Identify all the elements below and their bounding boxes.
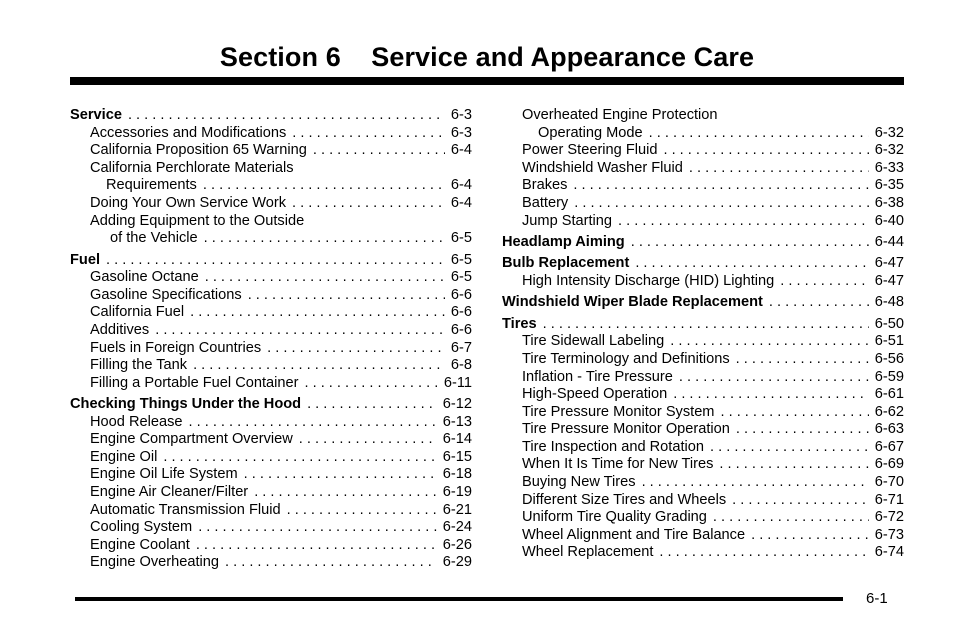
toc-entry-title: California Proposition 65 Warning (90, 142, 307, 159)
title-rule (70, 77, 904, 85)
toc-entry (502, 142, 904, 160)
toc-entry-page: 6-69 (874, 456, 904, 473)
dot-leader (543, 316, 869, 334)
toc-entry-page: 6-3 (450, 124, 472, 141)
toc-entry-title: Buying New Tires (522, 474, 636, 491)
toc-entry-page: 6-48 (874, 294, 904, 311)
dot-leader (720, 404, 868, 422)
toc-entry (502, 160, 904, 178)
toc-entry-page: 6-40 (874, 212, 904, 229)
dot-leader (574, 195, 869, 213)
toc-entry-page: 6-21 (442, 501, 472, 518)
dot-leader (304, 375, 437, 393)
toc-entry (502, 386, 904, 404)
toc-entry (70, 125, 472, 143)
toc-entry-page: 6-14 (442, 431, 472, 448)
toc-entry-page: 6-32 (874, 124, 904, 141)
toc-entry-title: Wheel Replacement (522, 544, 654, 561)
toc-heading (502, 234, 904, 252)
toc-entry-page: 6-13 (442, 413, 472, 430)
toc-entry-title: Tire Inspection and Rotation (522, 438, 704, 455)
toc-entry-title: Operating Mode (538, 124, 643, 141)
toc-entry-title: Requirements (106, 177, 197, 194)
toc-entry-page: 6-6 (450, 286, 472, 303)
toc-entry-title: Accessories and Modifications (90, 124, 287, 141)
toc-right-column (502, 107, 904, 562)
dot-leader (248, 287, 445, 305)
toc-entry-title: Tire Pressure Monitor Operation (522, 421, 730, 438)
toc-entry-title: Gasoline Octane (90, 269, 199, 286)
toc-entry-title: Engine Oil Life System (90, 466, 238, 483)
toc-entry-title: Tire Terminology and Definitions (522, 350, 730, 367)
toc-entry (70, 213, 472, 231)
toc-entry (70, 431, 472, 449)
toc-entry-page: 6-4 (450, 177, 472, 194)
toc-entry (70, 269, 472, 287)
toc-entry-page: 6-47 (874, 272, 904, 289)
toc-entry (70, 519, 472, 537)
dot-leader (635, 255, 868, 273)
toc-entry (502, 509, 904, 527)
toc-entry-title: Checking Things Under the Hood (70, 396, 302, 413)
toc-entry (502, 439, 904, 457)
dot-leader (670, 333, 869, 351)
toc-entry (502, 125, 904, 143)
toc-entry (502, 456, 904, 474)
toc-entry-page: 6-51 (874, 333, 904, 350)
dot-leader (713, 509, 869, 527)
toc-entry-title: of the Vehicle (110, 230, 198, 247)
toc-entry-title: Automatic Transmission Fluid (90, 501, 281, 518)
toc-entry-title: Fuels in Foreign Countries (90, 339, 262, 356)
toc-entry-title: Brakes (522, 177, 568, 194)
toc-entry (70, 414, 472, 432)
toc-entry (70, 177, 472, 195)
toc-entry (502, 404, 904, 422)
toc-entry-page: 6-72 (874, 509, 904, 526)
dot-leader (736, 421, 869, 439)
toc-entry (70, 160, 472, 178)
toc-entry (502, 213, 904, 231)
toc-entry-page: 6-33 (874, 159, 904, 176)
toc-entry (70, 287, 472, 305)
toc-entry-title: Inflation - Tire Pressure (522, 368, 673, 385)
toc-entry (502, 369, 904, 387)
dot-leader (292, 195, 445, 213)
dot-leader (313, 142, 445, 160)
toc-entry (70, 484, 472, 502)
toc-entry-page: 6-7 (450, 339, 472, 356)
toc-entry-page: 6-11 (443, 374, 472, 391)
toc-entry-page: 6-35 (874, 177, 904, 194)
toc-entry-title: Doing Your Own Service Work (90, 194, 287, 211)
toc-entry-title: Bulb Replacement (502, 255, 630, 272)
toc-entry-title: Battery (522, 194, 569, 211)
toc-entry-title: Windshield Washer Fluid (522, 159, 683, 176)
toc-heading (502, 294, 904, 312)
toc-left-column (70, 107, 472, 572)
toc-entry-page: 6-62 (874, 403, 904, 420)
toc-entry-page: 6-29 (442, 554, 472, 571)
toc-entry-title: California Perchlorate Materials (90, 159, 294, 176)
dot-leader (573, 177, 868, 195)
toc-entry-page: 6-5 (450, 269, 472, 286)
toc-entry (70, 340, 472, 358)
dot-leader (198, 519, 437, 537)
toc-entry-title: Tires (502, 315, 537, 332)
toc-entry (70, 537, 472, 555)
toc-heading (502, 316, 904, 334)
dot-leader (679, 369, 869, 387)
dot-leader (769, 294, 869, 312)
toc-entry-title: Engine Overheating (90, 554, 219, 571)
toc-entry (502, 351, 904, 369)
dot-leader (307, 396, 437, 414)
toc-entry-title: Engine Air Cleaner/Filter (90, 484, 249, 501)
toc-entry-title: Wheel Alignment and Tire Balance (522, 526, 746, 543)
dot-leader (193, 357, 445, 375)
toc-entry-title: Additives (90, 321, 150, 338)
toc-entry (502, 544, 904, 562)
toc-entry-page: 6-38 (874, 194, 904, 211)
toc-entry-page: 6-5 (450, 230, 472, 247)
dot-leader (244, 466, 437, 484)
toc-entry-title: Fuel (70, 251, 100, 268)
toc-entry-page: 6-18 (442, 466, 472, 483)
toc-entry-title: Windshield Wiper Blade Replacement (502, 294, 763, 311)
dot-leader (267, 340, 445, 358)
toc-entry-page: 6-70 (874, 474, 904, 491)
dot-leader (732, 492, 869, 510)
toc-entry-title: Tire Sidewall Labeling (522, 333, 665, 350)
toc-entry-page: 6-8 (450, 357, 472, 374)
toc-entry-page: 6-32 (874, 142, 904, 159)
toc-entry-title: California Fuel (90, 304, 185, 321)
toc-entry-title: Jump Starting (522, 212, 613, 229)
toc-entry-page: 6-5 (450, 251, 472, 268)
toc-entry-title: Service (70, 107, 122, 123)
toc-entry-title: Tire Pressure Monitor System (522, 403, 715, 420)
toc-entry-page: 6-61 (874, 386, 904, 403)
dot-leader (736, 351, 869, 369)
toc-entry (70, 375, 472, 393)
toc-entry-page: 6-47 (874, 255, 904, 272)
toc-entry-title: Headlamp Aiming (502, 233, 625, 250)
toc-entry-title: Different Size Tires and Wheels (522, 491, 727, 508)
dot-leader (673, 386, 869, 404)
toc-entry-page: 6-15 (442, 448, 472, 465)
toc-entry-page: 6-26 (442, 536, 472, 553)
toc-entry-title: High Intensity Discharge (HID) Lighting (522, 272, 775, 289)
toc-entry-page: 6-4 (450, 194, 472, 211)
toc-entry-title: Filling a Portable Fuel Container (90, 374, 299, 391)
toc-entry-title: When It Is Time for New Tires (522, 456, 714, 473)
toc-entry (70, 357, 472, 375)
toc-heading (70, 252, 472, 270)
dot-leader (751, 527, 869, 545)
dot-leader (299, 431, 437, 449)
toc-entry-title: High-Speed Operation (522, 386, 668, 403)
toc-entry (502, 527, 904, 545)
page-number: 6-1 (866, 590, 888, 607)
dot-leader (689, 160, 869, 178)
toc-heading (70, 107, 472, 125)
dot-leader (287, 502, 437, 520)
toc-entry-title: Adding Equipment to the Outside (90, 212, 305, 229)
toc-entry-page: 6-44 (874, 233, 904, 250)
toc-entry (70, 322, 472, 340)
toc-entry-page: 6-50 (874, 315, 904, 332)
dot-leader (254, 484, 437, 502)
toc-entry-title: Gasoline Specifications (90, 286, 242, 303)
toc-entry-page: 6-3 (450, 107, 472, 123)
dot-leader (190, 304, 445, 322)
toc-entry-page: 6-71 (874, 491, 904, 508)
toc-entry (502, 333, 904, 351)
toc-entry-page: 6-4 (450, 142, 472, 159)
toc-entry-page: 6-63 (874, 421, 904, 438)
dot-leader (642, 474, 869, 492)
toc-heading (502, 255, 904, 273)
dot-leader (203, 177, 445, 195)
toc-entry-title: Engine Oil (90, 448, 158, 465)
dot-leader (155, 322, 445, 340)
toc-entry (502, 421, 904, 439)
toc-entry-title: Engine Compartment Overview (90, 431, 293, 448)
toc-entry (502, 177, 904, 195)
toc-entry-page: 6-6 (450, 321, 472, 338)
footer-rule (75, 597, 843, 601)
toc-entry-title: Filling the Tank (90, 357, 188, 374)
toc-entry (502, 107, 904, 125)
toc-entry-title: Power Steering Fluid (522, 142, 658, 159)
dot-leader (649, 125, 869, 143)
toc-entry-title: Uniform Tire Quality Grading (522, 509, 707, 526)
dot-leader (710, 439, 869, 457)
toc-heading (70, 396, 472, 414)
dot-leader (225, 554, 437, 572)
toc-entry-page: 6-6 (450, 304, 472, 321)
dot-leader (780, 273, 869, 291)
dot-leader (618, 213, 869, 231)
dot-leader (663, 142, 868, 160)
toc-entry (70, 304, 472, 322)
dot-leader (631, 234, 869, 252)
toc-entry-page: 6-74 (874, 544, 904, 561)
toc-entry (502, 492, 904, 510)
toc-entry (502, 474, 904, 492)
section-title: Section 6 Service and Appearance Care (219, 42, 755, 72)
toc-entry-title: Overheated Engine Protection (522, 107, 718, 123)
toc-entry (70, 466, 472, 484)
dot-leader (292, 125, 445, 143)
toc-entry-title: Engine Coolant (90, 536, 190, 553)
toc-entry-title: Hood Release (90, 413, 183, 430)
dot-leader (106, 252, 445, 270)
toc-entry-title: Cooling System (90, 519, 193, 536)
toc-entry (70, 230, 472, 248)
toc-entry-page: 6-73 (874, 526, 904, 543)
toc-entry (70, 554, 472, 572)
toc-entry (70, 502, 472, 520)
toc-entry-page: 6-56 (874, 350, 904, 367)
toc-entry-page: 6-19 (442, 484, 472, 501)
toc-entry (502, 195, 904, 213)
toc-entry-page: 6-67 (874, 438, 904, 455)
toc-entry-page: 6-12 (442, 396, 472, 413)
dot-leader (128, 107, 445, 125)
dot-leader (196, 537, 437, 555)
dot-leader (189, 414, 437, 432)
dot-leader (205, 269, 445, 287)
dot-leader (163, 449, 436, 467)
toc-entry (70, 195, 472, 213)
toc-entry (70, 142, 472, 160)
toc-entry (70, 449, 472, 467)
dot-leader (204, 230, 445, 248)
toc-entry-page: 6-59 (874, 368, 904, 385)
dot-leader (659, 544, 868, 562)
dot-leader (719, 456, 868, 474)
toc-entry (502, 273, 904, 291)
toc-entry-page: 6-24 (442, 519, 472, 536)
